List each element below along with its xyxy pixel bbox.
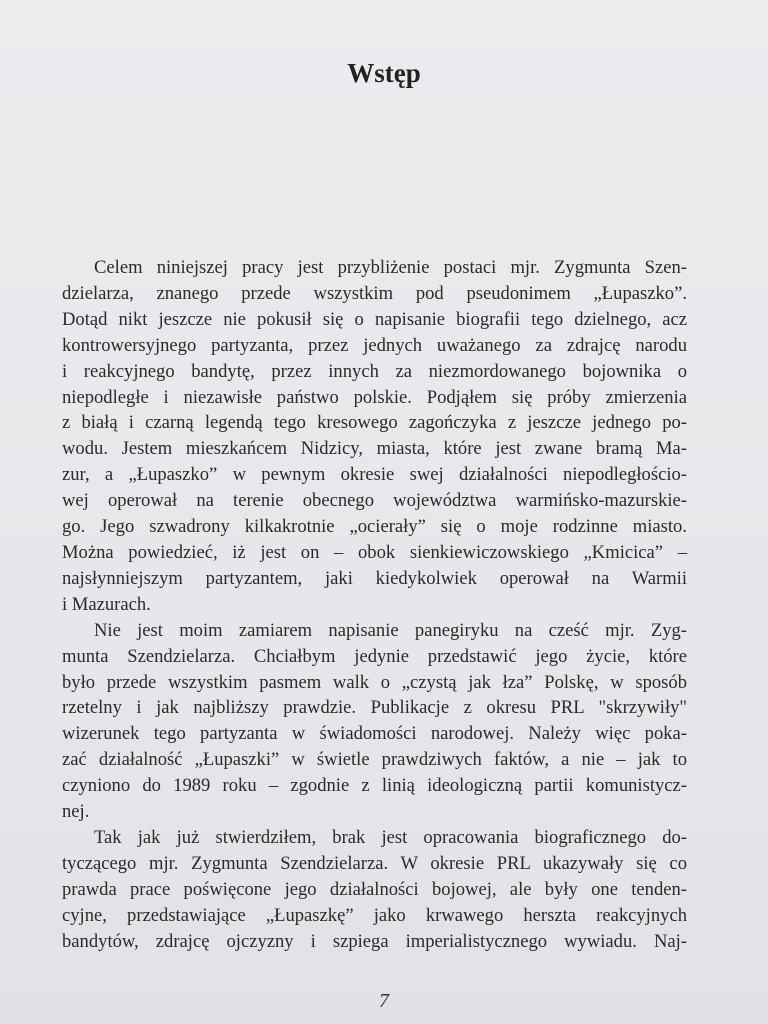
text-line: i Mazurach. bbox=[62, 593, 151, 615]
text-line: cyjne, przedstawiające „Łupaszkę” jako krwawego herszta reakcyjnych bbox=[62, 904, 687, 926]
text-line: zur, a „Łupaszko” w pewnym okresie swej działalności niepodległościo- bbox=[62, 464, 687, 486]
text-line: zać działalność „Łupaszki” w świetle prawdziwych faktów, a nie – jak to bbox=[62, 749, 687, 771]
text-line: wej operował na terenie obecnego województwa warmińsko-mazurskie- bbox=[62, 490, 687, 512]
paragraph bbox=[62, 825, 687, 955]
text-line: Tak jak już stwierdziłem, brak jest opracowania biograficznego do- bbox=[94, 826, 687, 848]
text-line: tyczącego mjr. Zygmunta Szendzielarza. W okresie PRL ukazywały się co bbox=[62, 852, 687, 874]
text-line: kontrowersyjnego partyzanta, przez jednych uważanego za zdrajcę narodu bbox=[62, 334, 687, 356]
paragraph bbox=[62, 618, 687, 825]
text-line: wodu. Jestem mieszkańcem Nidzicy, miasta, które jest zwane bramą Ma- bbox=[62, 438, 687, 460]
text-line: z białą i czarną legendą tego kresowego zagończyka z jeszcze jednego po- bbox=[62, 412, 687, 434]
text-line: munta Szendzielarza. Chciałbym jedynie przedstawić jego życie, które bbox=[62, 645, 687, 667]
page-number: 7 bbox=[379, 990, 389, 1012]
text-line: go. Jego szwadrony kilkakrotnie „ocierały” się o moje rodzinne miasto. bbox=[62, 516, 687, 538]
chapter-title: Wstęp bbox=[347, 58, 421, 88]
text-line: najsłynniejszym partyzantem, jaki kiedykolwiek operował na Warmii bbox=[62, 567, 687, 589]
text-line: prawda prace poświęcone jego działalności bojowej, ale były one tenden- bbox=[62, 878, 687, 900]
text-line: dzielarza, znanego przede wszystkim pod pseudonimem „Łupaszko”. bbox=[62, 282, 687, 304]
text-line: rzetelny i jak najbliższy prawdzie. Publikacje z okresu PRL "skrzywiły" bbox=[62, 697, 687, 719]
body-text bbox=[62, 255, 687, 954]
paragraph bbox=[62, 255, 687, 618]
text-line: bandytów, zdrajcę ojczyzny i szpiega imperialistycznego wywiadu. Naj- bbox=[62, 930, 687, 952]
text-line: wizerunek tego partyzanta w świadomości narodowej. Należy więc poka- bbox=[62, 723, 687, 745]
text-line: i reakcyjnego bandytę, przez innych za niezmordowanego bojownika o bbox=[62, 360, 687, 382]
text-line: było przede wszystkim pasmem walk o „czystą jak łza” Polskę, w sposób bbox=[62, 671, 687, 693]
text-line: Nie jest moim zamiarem napisanie panegiryku na cześć mjr. Zyg- bbox=[94, 619, 687, 641]
text-line: czyniono do 1989 roku – zgodnie z linią ideologiczną partii komunistycz- bbox=[62, 775, 687, 797]
text-line: Można powiedzieć, iż jest on – obok sienkiewiczowskiego „Kmicica” – bbox=[62, 541, 687, 563]
text-line: nej. bbox=[62, 801, 90, 823]
text-line: Celem niniejszej pracy jest przybliżenie postaci mjr. Zygmunta Szen- bbox=[94, 257, 687, 278]
text-line: Dotąd nikt jeszcze nie pokusił się o napisanie biografii tego dzielnego, acz bbox=[62, 308, 687, 330]
text-line: niepodległe i niezawisłe państwo polskie. Podjąłem się próby zmierzenia bbox=[62, 386, 687, 408]
